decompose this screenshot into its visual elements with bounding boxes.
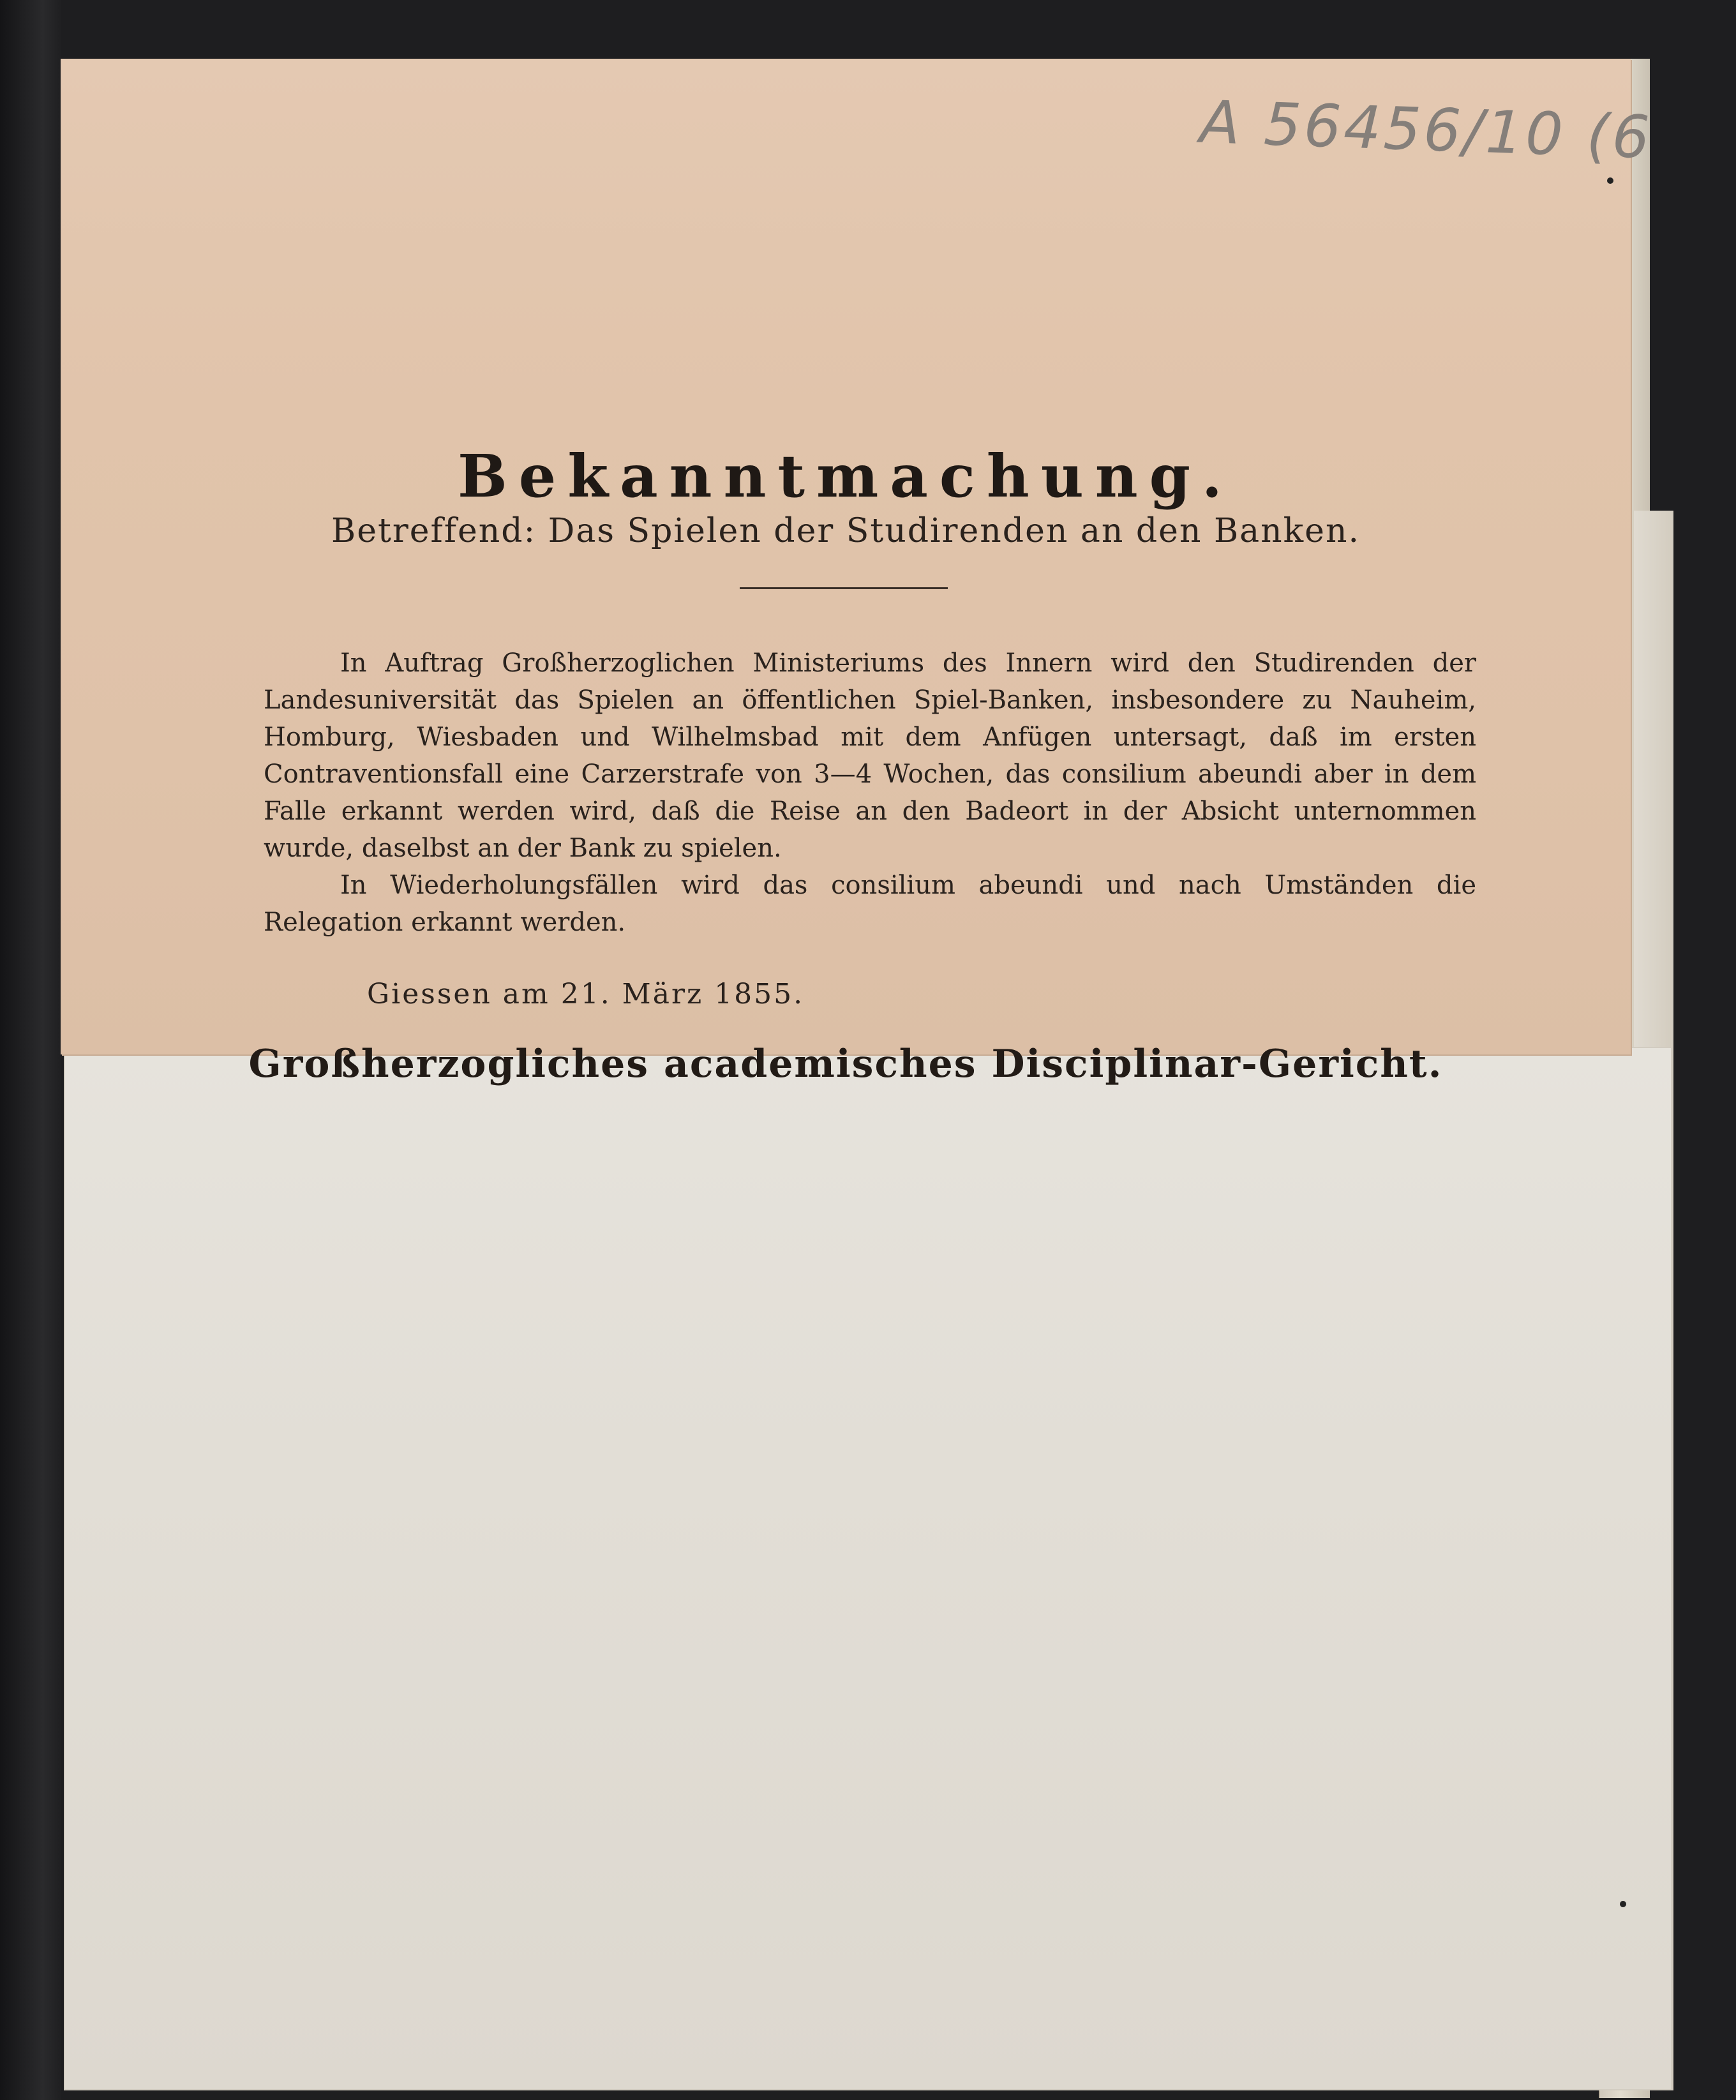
archive-note-text: A 56456/10 (6 <box>1199 87 1654 172</box>
notice-title: Bekanntmachung. <box>458 442 1234 511</box>
title-divider <box>740 587 948 589</box>
notice-subtitle: Betreffend: Das Spielen der Studirenden an den Banken. <box>331 512 1360 550</box>
folder-edge <box>0 0 61 2100</box>
notice-dateline: Giessen am 21. März 1855. <box>367 978 805 1010</box>
handwritten-archive-note <box>1199 87 1654 211</box>
paper-speck <box>1620 1901 1626 1907</box>
paper-speck <box>1607 177 1613 184</box>
notice-signature: Großherzogliches academisches Disciplinar-Gericht. <box>248 1042 1443 1086</box>
notice-paragraph-2: In Wiederholungsfällen wird das consilium abeundi und nach Umständen die Relegation erkannt werden. <box>264 871 1476 937</box>
notice-paragraph-1: In Auftrag Großherzoglichen Ministeriums des Innern wird den Studirenden der Landesuniversität das Spielen an öffentlichen Spiel-Banken, insbesondere zu Nauheim, Homburg, Wiesbaden und Wilhelmsbad mit dem Anfügen untersagt, daß im ersten Contraventionsfall eine Carzerstrafe von 3—4 Wochen, das consilium abeundi aber in dem Falle erkannt werden wird, daß die Reise an den Badeort in der Absicht unternommen wurde, daselbst an der Bank zu spielen. <box>264 649 1476 863</box>
lower-blank-sheet <box>64 1047 1672 2090</box>
